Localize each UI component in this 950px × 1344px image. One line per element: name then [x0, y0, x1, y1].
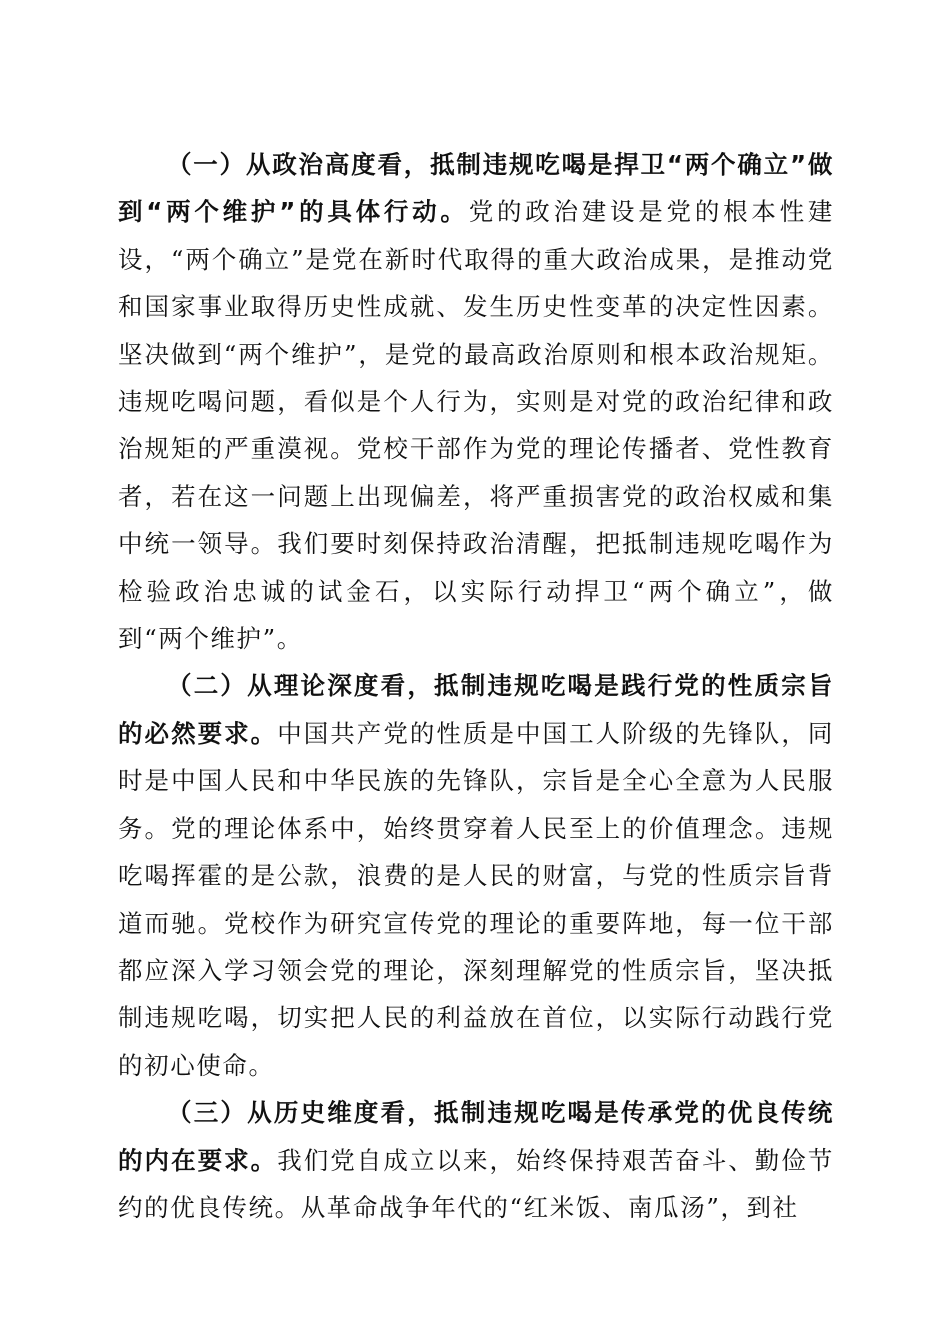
paragraph-body: 中国共产党的性质是中国工人阶级的先锋队，同时是中国人民和中华民族的先锋队，宗旨是全心全意为人民服务。党的理论体系中，始终贯穿着人民至上的价值理念。违规吃喝挥霍的是公款，浪费的是人民的财富，与党的性质宗旨背道而驰。党校作为研究宣传党的理论的重要阵地，每一位干部都应深入学习领会党的理论，深刻理解党的性质宗旨，坚决抵制违规吃喝，切实把人民的利益放在首位，以实际行动践行党的初心使命。: [118, 718, 834, 1080]
paragraph-body: 党的政治建设是党的根本性建设，“两个确立”是党在新时代取得的重大政治成果，是推动党和国家事业取得历史性成就、发生历史性变革的决定性因素。坚决做到“两个维护”，是党的最高政治原则和根本政治规矩。违规吃喝问题，看似是个人行为，实则是对党的政治纪律和政治规矩的严重漠视。党校干部作为党的理论传播者、党性教育者，若在这一问题上出现偏差，将严重损害党的政治权威和集中统一领导。我们要时刻保持政治清醒，把抵制违规吃喝作为检验政治忠诚的试金石，以实际行动捍卫“两个确立”，做到“两个维护”。: [118, 197, 834, 654]
document-page: [118, 141, 834, 1231]
paragraph-heading: （三）从历史维度看，抵制违规吃喝是传承党的优良传统的内在要求。: [118, 1098, 834, 1175]
paragraph-political-height: [118, 141, 834, 662]
paragraph-body: 我们党自成立以来，始终保持艰苦奋斗、勤俭节约的优良传统。从革命战争年代的“红米饭、南瓜汤”，到社: [118, 1145, 834, 1222]
paragraph-historical-dimension: [118, 1089, 834, 1231]
paragraph-heading: （一）从政治高度看，抵制违规吃喝是捍卫“两个确立”做到“两个维护”的具体行动。: [118, 150, 834, 227]
paragraph-theoretical-depth: [118, 662, 834, 1089]
paragraph-heading: （二）从理论深度看，抵制违规吃喝是践行党的性质宗旨的必然要求。: [118, 671, 834, 748]
